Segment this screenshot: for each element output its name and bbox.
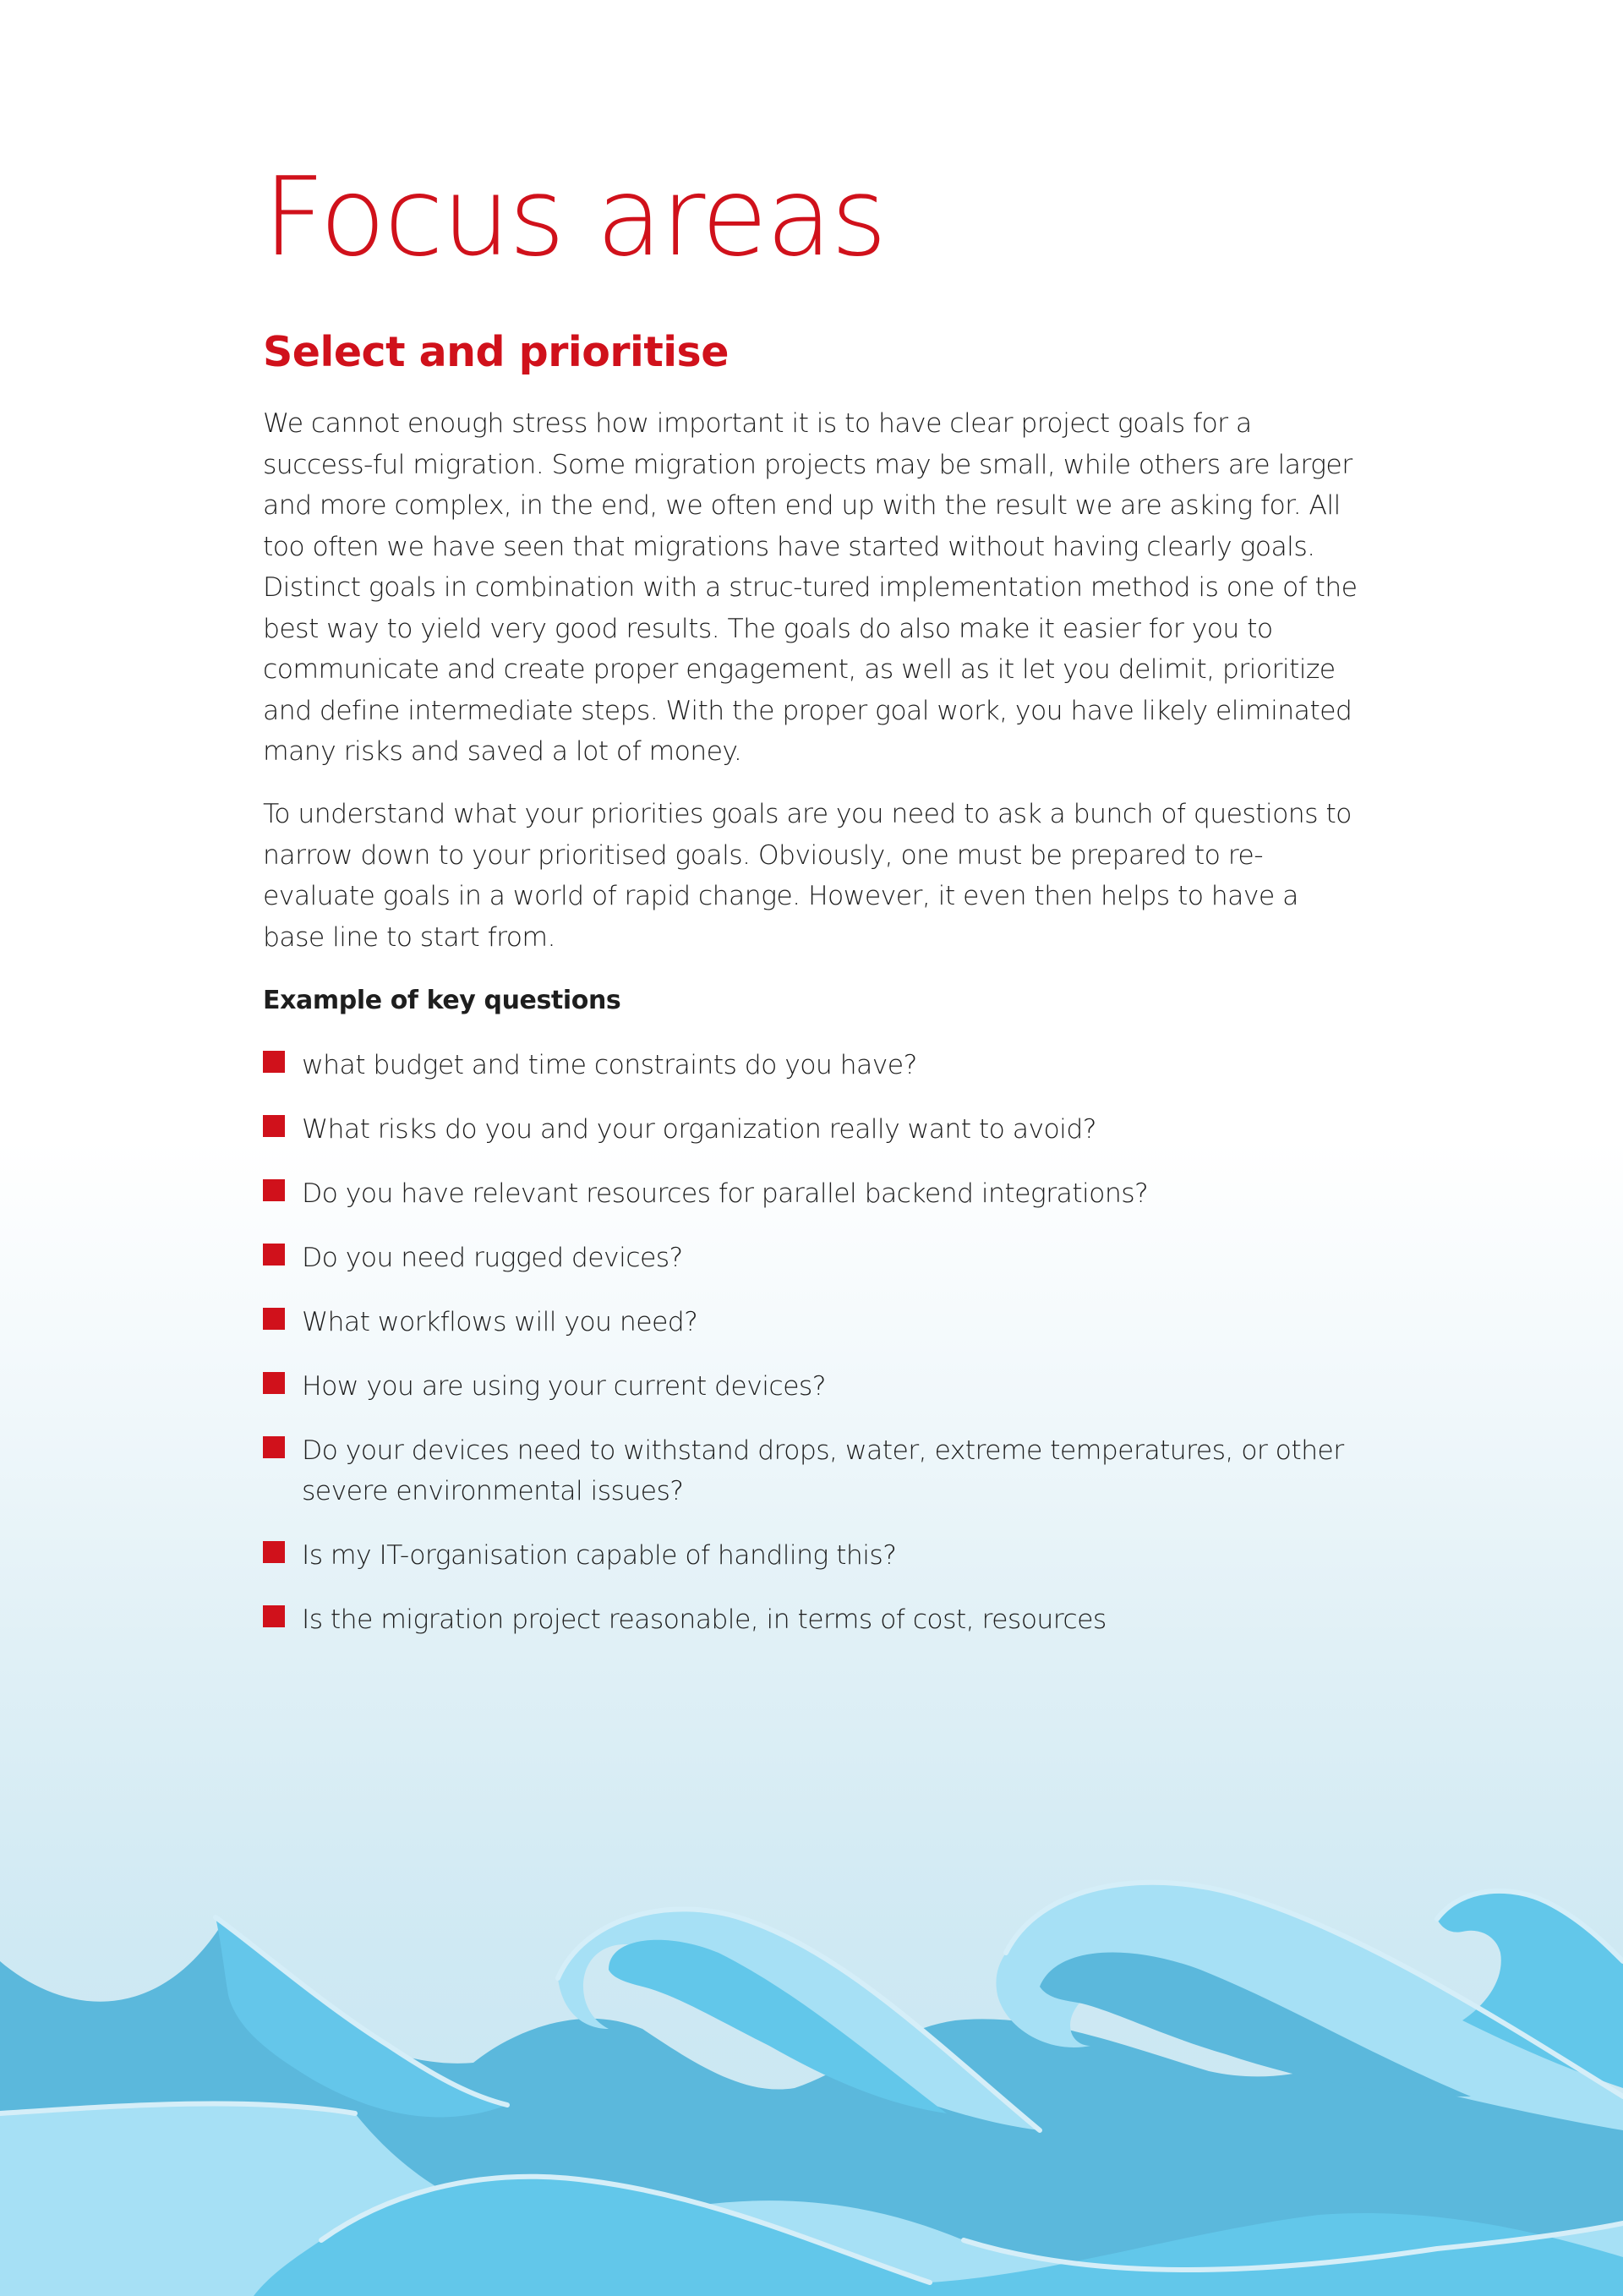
- question-text: Is the migration project reasonable, in terms of cost, resources: [302, 1604, 1107, 1635]
- question-item: [263, 1173, 1362, 1214]
- question-text: Do you have relevant resources for parallel backend integrations?: [302, 1178, 1149, 1209]
- question-item: [263, 1535, 1362, 1576]
- question-text: What risks do you and your organization really want to avoid?: [302, 1114, 1096, 1145]
- bullet-square-icon: [263, 1051, 285, 1073]
- ocean-waves-illustration: [0, 1868, 1623, 2296]
- bullet-square-icon: [263, 1541, 285, 1563]
- questions-heading: Example of key questions: [263, 986, 621, 1015]
- question-text: How you are using your current devices?: [302, 1371, 826, 1402]
- bullet-square-icon: [263, 1372, 285, 1394]
- question-text: What workflows will you need?: [302, 1307, 698, 1337]
- question-text: what budget and time constraints do you have?: [302, 1050, 917, 1080]
- question-item: [263, 1366, 1362, 1407]
- question-text: Is my IT-organisation capable of handling this?: [302, 1540, 897, 1571]
- bullet-square-icon: [263, 1605, 285, 1627]
- question-item: [263, 1430, 1362, 1512]
- bullet-square-icon: [263, 1115, 285, 1137]
- priorities-paragraph: To understand what your priorities goals are you need to ask a bunch of questions to narrow down to your prioritised goals. Obviously, one must be prepared to re-evaluate goals in a world of rapid change. However, it even then helps to have a base line to start from.: [263, 799, 1352, 953]
- intro-paragraph: We cannot enough stress how important it is to have clear project goals for a success-ful migration. Some migration projects may be small, while others are larger and more complex, in the end, we often end up with the result we are asking for. All too often we have seen that migrations have started without having clearly goals. Distinct goals in combination with a struc-tured implementation method is one of the best way to yield very good results. The goals do also make it easier for you to communicate and create proper engagement, as well as it let you delimit, prioritize and define intermediate steps. With the proper goal work, you have likely eliminated many risks and saved a lot of money.: [263, 408, 1358, 767]
- question-item: [263, 1302, 1362, 1342]
- bullet-square-icon: [263, 1436, 285, 1458]
- page-title: Focus areas: [263, 155, 886, 281]
- key-questions-list: [263, 1045, 1362, 1664]
- question-item: [263, 1599, 1362, 1640]
- bullet-square-icon: [263, 1308, 285, 1330]
- question-text: Do your devices need to withstand drops, water, extreme temperatures, or other severe environmental issues?: [302, 1435, 1344, 1506]
- question-item: [263, 1238, 1362, 1278]
- bullet-square-icon: [263, 1179, 285, 1201]
- question-item: [263, 1109, 1362, 1150]
- section-heading: Select and prioritise: [263, 328, 729, 376]
- question-item: [263, 1045, 1362, 1085]
- bullet-square-icon: [263, 1244, 285, 1266]
- question-text: Do you need rugged devices?: [302, 1243, 683, 1273]
